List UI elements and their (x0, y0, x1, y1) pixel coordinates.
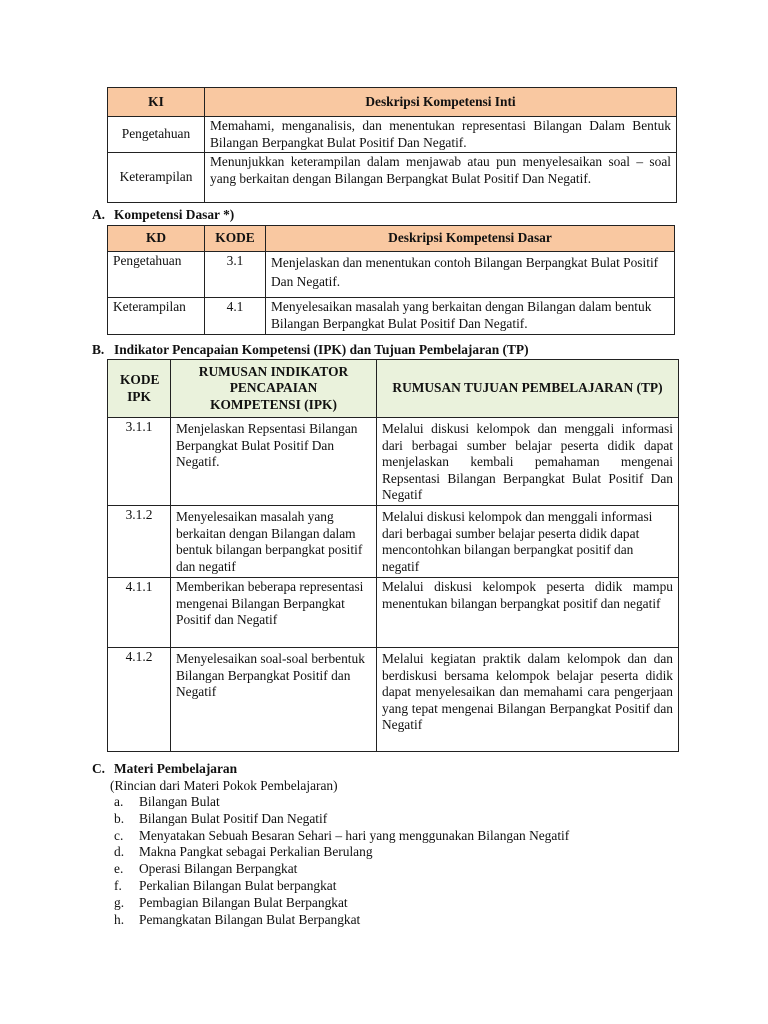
list-marker: b. (114, 810, 125, 826)
section-c-letter: C. (92, 761, 106, 776)
ipk-header-tp: RUMUSAN TUJUAN PEMBELAJARAN (TP) (377, 360, 679, 418)
section-c-heading (92, 761, 237, 778)
table-row (108, 648, 679, 752)
list-item (114, 912, 569, 929)
kd-description: Menyelesaikan masalah yang berkaitan dengan Bilangan dalam bentuk Bilangan Berpangkat Bulat Positif Dan Negatif. (266, 298, 675, 335)
list-marker: h. (114, 911, 125, 927)
ipk-header-ipk: RUMUSAN INDIKATOR PENCAPAIAN KOMPETENSI (IPK) (171, 360, 377, 418)
list-item (114, 861, 569, 878)
table-row (108, 153, 677, 203)
materi-list (114, 794, 569, 928)
kd-header-kode: KODE (205, 226, 266, 252)
kd-label: Pengetahuan (108, 252, 205, 298)
table-row (108, 117, 677, 153)
ipk-text: Menjelaskan Repsentasi Bilangan Berpangkat Bulat Positif Dan Negatif. (171, 418, 377, 506)
section-c-title: Materi Pembelajaran (114, 761, 238, 776)
ipk-code: 4.1.1 (108, 578, 171, 648)
list-item-text: Pembagian Bilangan Bulat Berpangkat (139, 894, 348, 910)
ki-description: Memahami, menganalisis, dan menentukan representasi Bilangan Dalam Bentuk Bilangan Berpangkat Bulat Positif Dan Negatif. (205, 117, 677, 153)
table-row (108, 418, 679, 506)
list-item-text: Makna Pangkat sebagai Perkalian Berulang (139, 844, 373, 860)
list-item-text: Perkalian Bilangan Bulat berpangkat (139, 877, 337, 893)
list-item-text: Bilangan Bulat Positif Dan Negatif (139, 810, 328, 826)
list-marker: d. (114, 844, 125, 860)
ipk-code: 4.1.2 (108, 648, 171, 752)
ki-description: Menunjukkan keterampilan dalam menjawab atau pun menyelesaikan soal – soal yang berkaitan dengan Bilangan Berpangkat Bulat Positif Dan Negatif. (205, 153, 677, 203)
list-marker: f. (114, 877, 122, 893)
list-item (114, 844, 569, 861)
list-marker: e. (114, 861, 124, 877)
ipk-header-kode: KODE IPK (108, 360, 171, 418)
ipk-table-header (108, 360, 679, 418)
table-row (108, 252, 675, 298)
section-b-letter: B. (92, 342, 105, 357)
ipk-code: 3.1.2 (108, 506, 171, 578)
kd-code: 3.1 (205, 252, 266, 298)
list-item (114, 794, 569, 811)
ki-table-header (108, 88, 677, 117)
ki-label: Pengetahuan (108, 117, 205, 153)
list-item-text: Menyatakan Sebuah Besaran Sehari – hari yang menggunakan Bilangan Negatif (139, 827, 570, 843)
list-item (114, 828, 569, 845)
table-row (108, 298, 675, 335)
section-c-subtitle: (Rincian dari Materi Pokok Pembelajaran) (110, 778, 338, 793)
list-item-text: Pemangkatan Bilangan Bulat Berpangkat (139, 911, 361, 927)
section-a-heading (92, 207, 234, 224)
list-item-text: Operasi Bilangan Berpangkat (139, 861, 298, 877)
ki-header-ki: KI (108, 88, 205, 117)
tp-text: Melalui diskusi kelompok dan menggali informasi dari berbagai sumber belajar peserta didik dapat menjelaskan kembali pemahaman mengenai Repsentasi Bilangan Berpangkat Bulat Positif Dan Negatif (377, 418, 679, 506)
kd-table (107, 225, 675, 335)
list-item (114, 895, 569, 912)
tp-text: Melalui diskusi kelompok peserta didik mampu menentukan bilangan berpangkat positif dan negatif (377, 578, 679, 648)
kd-table-header (108, 226, 675, 252)
kd-label: Keterampilan (108, 298, 205, 335)
kd-description: Menjelaskan dan menentukan contoh Bilangan Berpangkat Bulat Positif Dan Negatif. (266, 252, 675, 298)
section-a-title: Kompetensi Dasar *) (114, 207, 235, 222)
ipk-code: 3.1.1 (108, 418, 171, 506)
ipk-tp-table (107, 359, 679, 752)
list-item (114, 878, 569, 895)
kd-header-kd: KD (108, 226, 205, 252)
ki-table (107, 87, 677, 203)
ipk-text: Menyelesaikan masalah yang berkaitan dengan Bilangan dalam bentuk bilangan berpangkat positif dan negatif (171, 506, 377, 578)
ki-label: Keterampilan (108, 153, 205, 203)
section-b-title: Indikator Pencapaian Kompetensi (IPK) dan Tujuan Pembelajaran (TP) (114, 342, 529, 357)
list-item-text: Bilangan Bulat (139, 794, 220, 809)
tp-text: Melalui diskusi kelompok dan menggali informasi dari berbagai sumber belajar peserta didik dapat mencontohkan bilangan berpangkat positif dan negatif (377, 506, 679, 578)
kd-code: 4.1 (205, 298, 266, 335)
ki-header-description: Deskripsi Kompetensi Inti (205, 88, 677, 117)
tp-text: Melalui kegiatan praktik dalam kelompok dan dan berdiskusi bersama kelompok belajar peserta didik dapat menyelesaikan dan memahami cara pengerjaan yang tepat mengenai Bilangan Berpangkat Positif dan Negatif (377, 648, 679, 752)
ipk-text: Menyelesaikan soal-soal berbentuk Bilangan Berpangkat Positif dan Negatif (171, 648, 377, 752)
kd-header-description: Deskripsi Kompetensi Dasar (266, 226, 675, 252)
list-marker: a. (114, 794, 124, 809)
list-marker: g. (114, 894, 125, 910)
list-item (114, 811, 569, 828)
ipk-text: Memberikan beberapa representasi mengenai Bilangan Berpangkat Positif dan Negatif (171, 578, 377, 648)
list-marker: c. (114, 827, 124, 843)
table-row (108, 578, 679, 648)
table-row (108, 506, 679, 578)
section-a-letter: A. (92, 207, 106, 222)
section-b-heading (92, 342, 529, 359)
